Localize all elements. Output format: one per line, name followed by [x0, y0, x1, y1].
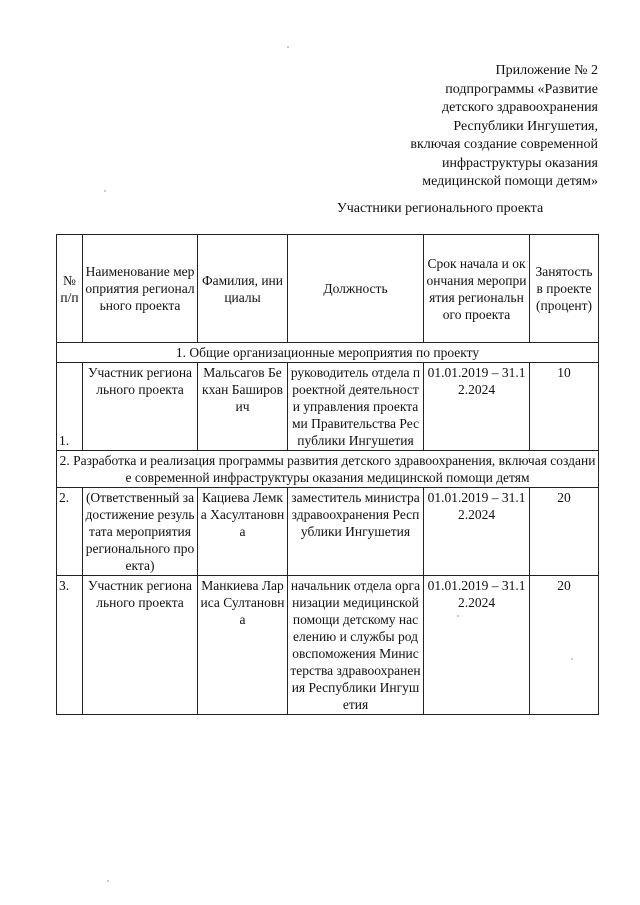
row-position: начальник отдела организации медицинской помощи детскому населению и службы родовспоможения Министерства здравоохранения Республики Ингушетия [288, 576, 424, 715]
table-header-row [57, 235, 599, 343]
row-event: (Ответственный за достижение результата мероприятия регионального проекта) [83, 488, 198, 576]
row-num: 2. [57, 488, 83, 576]
header-num: № п/п [57, 235, 83, 343]
row-load: 20 [530, 576, 599, 715]
header-event: Наименование мероприятия регионального проекта [83, 235, 198, 343]
table-row [57, 488, 599, 576]
appendix-line: Приложение № 2 [495, 63, 598, 78]
appendix-line: детского здравоохранения [442, 100, 598, 115]
row-name: Манкиева Лариса Султановна [198, 576, 288, 715]
section-2-title: 2. Разработка и реализация программы развития детского здравоохранения, включая создание современной инфраструктуры оказания медицинской помощи детям [57, 451, 599, 488]
header-position: Должность [288, 235, 424, 343]
scan-speck [287, 46, 289, 48]
table-row [57, 363, 599, 451]
appendix-line: медицинской помощи детям» [422, 174, 598, 189]
scan-speck [457, 615, 459, 617]
row-term: 01.01.2019 – 31.12.2024 [424, 363, 530, 451]
row-position: руководитель отдела проектной деятельности управления проектами Правительства Республики Ингушетия [288, 363, 424, 451]
row-load: 20 [530, 488, 599, 576]
appendix-line: включая создание современной [410, 137, 598, 152]
header-name: Фамилия, инициалы [198, 235, 288, 343]
row-event: Участник регионального проекта [83, 363, 198, 451]
header-term: Срок начала и окончания мероприятия регионального проекта [424, 235, 530, 343]
scan-speck [107, 880, 109, 882]
participants-table [56, 234, 599, 715]
section-1-title: 1. Общие организационные мероприятия по проекту [57, 343, 599, 363]
document-title: Участники регионального проекта [336, 201, 544, 216]
appendix-caption [298, 62, 598, 192]
scan-speck [104, 190, 106, 192]
row-name: Кациева Лемка Хасултановна [198, 488, 288, 576]
row-term: 01.01.2019 – 31.12.2024 [424, 488, 530, 576]
scan-speck [571, 658, 573, 660]
appendix-line: подпрограммы «Развитие [445, 81, 598, 97]
section-row [57, 451, 599, 488]
row-event: Участник регионального проекта [83, 576, 198, 715]
header-load: Занятость в проекте (процент) [530, 235, 599, 343]
row-position: заместитель министра здравоохранения Республики Ингушетия [288, 488, 424, 576]
row-term: 01.01.2019 – 31.12.2024 [424, 576, 530, 715]
row-num: 3. [57, 576, 83, 715]
section-row [57, 343, 599, 363]
row-load: 10 [530, 363, 599, 451]
table-row [57, 576, 599, 715]
row-num: 1. [57, 363, 83, 451]
row-name: Мальсагов Бекхан Баширович [198, 363, 288, 451]
appendix-line: инфраструктуры оказания [441, 155, 598, 171]
appendix-line: Республики Ингушетия, [453, 118, 598, 134]
